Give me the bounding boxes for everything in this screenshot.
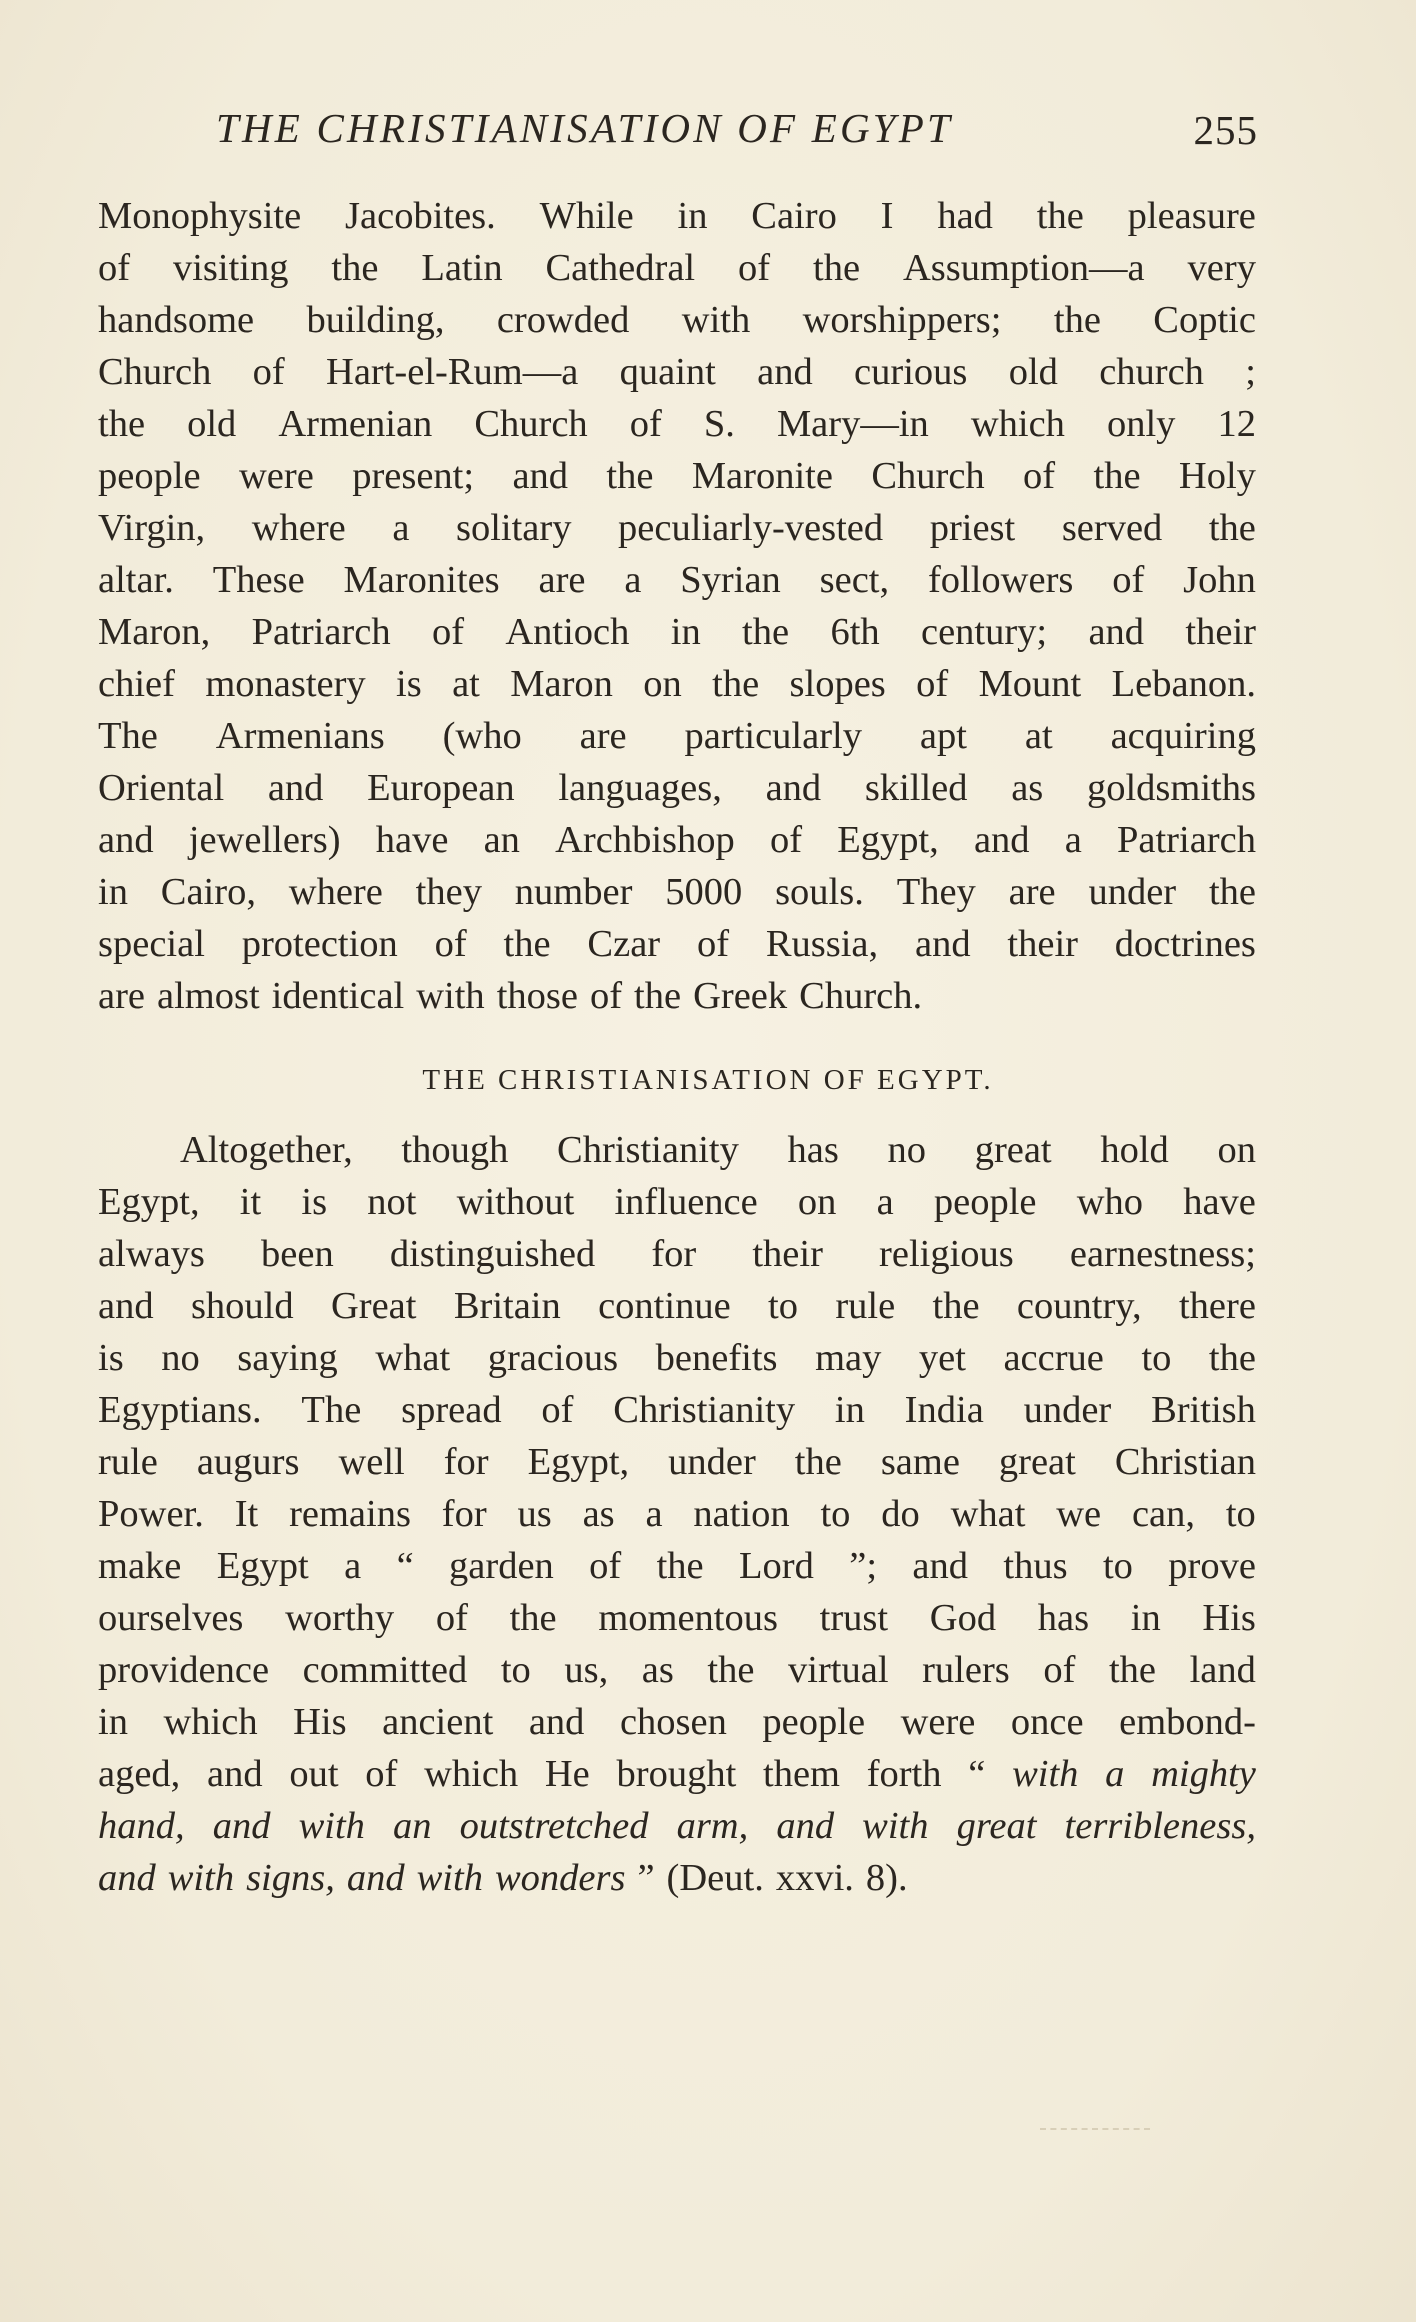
paragraph-2-line: Egyptians. The spread of Christianity in India under British — [98, 1389, 1256, 1431]
paragraph-2-quote-line: hand, and with an outstretched arm, and with great terribleness, — [98, 1805, 1256, 1847]
paragraph-1-line: people were present; and the Maronite Church of the Holy — [98, 455, 1256, 497]
running-head — [216, 104, 1258, 164]
paragraph-2-line: in which His ancient and chosen people were once embond- — [98, 1701, 1256, 1743]
paragraph-1-line: The Armenians (who are particularly apt at acquiring — [98, 715, 1256, 757]
paragraph-1-line: Monophysite Jacobites. While in Cairo I had the pleasure — [98, 195, 1256, 237]
paragraph-1-line: special protection of the Czar of Russia, and their doctrines — [98, 923, 1256, 965]
paragraph-1-line: in Cairo, where they number 5000 souls. They are under the — [98, 871, 1256, 913]
paragraph-2-line: providence committed to us, as the virtual rulers of the land — [98, 1649, 1256, 1691]
paragraph-2-line: Altogether, though Christianity has no great hold on — [180, 1129, 1256, 1171]
paragraph-1-line: and jewellers) have an Archbishop of Egypt, and a Patriarch — [98, 819, 1256, 861]
paragraph-2-line: rule augurs well for Egypt, under the same great Christian — [98, 1441, 1256, 1483]
paragraph-2-line: is no saying what gracious benefits may yet accrue to the — [98, 1337, 1256, 1379]
paragraph-1-line: Virgin, where a solitary peculiarly-vested priest served the — [98, 507, 1256, 549]
paragraph-1-line: Church of Hart-el-Rum—a quaint and curious old church ; — [98, 351, 1256, 393]
section-heading: THE CHRISTIANISATION OF EGYPT. — [422, 1064, 994, 1096]
paragraph-1-line: altar. These Maronites are a Syrian sect, followers of John — [98, 559, 1256, 601]
paragraph-1-line: Maron, Patriarch of Antioch in the 6th century; and their — [98, 611, 1256, 653]
page-footer-mark — [1040, 2128, 1150, 2132]
paragraph-1-line: of visiting the Latin Cathedral of the Assumption—a very — [98, 247, 1256, 289]
paragraph-2-line: ourselves worthy of the momentous trust God has in His — [98, 1597, 1256, 1639]
paragraph-1-line: handsome building, crowded with worshippers; the Coptic — [98, 299, 1256, 341]
paragraph-2-quote-line: aged, and out of which He brought them forth “ with a mighty — [98, 1753, 1256, 1795]
paragraph-2-line: always been distinguished for their religious earnestness; — [98, 1233, 1256, 1275]
paragraph-1 — [98, 190, 1256, 1022]
paragraph-2 — [98, 1124, 1256, 1904]
paragraph-1-line: chief monastery is at Maron on the slopes of Mount Lebanon. — [98, 663, 1256, 705]
running-title: THE CHRISTIANISATION OF EGYPT — [216, 105, 954, 151]
paragraph-2-line: and should Great Britain continue to rule the country, there — [98, 1285, 1256, 1327]
paragraph-1-line: are almost identical with those of the Greek Church. — [98, 975, 923, 1017]
paragraph-1-line: the old Armenian Church of S. Mary—in which only 12 — [98, 403, 1256, 445]
paragraph-2-line: make Egypt a “ garden of the Lord ”; and thus to prove — [98, 1545, 1256, 1587]
paragraph-2-line: Power. It remains for us as a nation to do what we can, to — [98, 1493, 1256, 1535]
paragraph-1-line: Oriental and European languages, and skilled as goldsmiths — [98, 767, 1256, 809]
page-number: 255 — [1193, 107, 1258, 153]
paragraph-2-line: Egypt, it is not without influence on a people who have — [98, 1181, 1256, 1223]
paragraph-2-quote-line: and with signs, and with wonders ” (Deut. xxvi. 8). — [98, 1857, 908, 1899]
